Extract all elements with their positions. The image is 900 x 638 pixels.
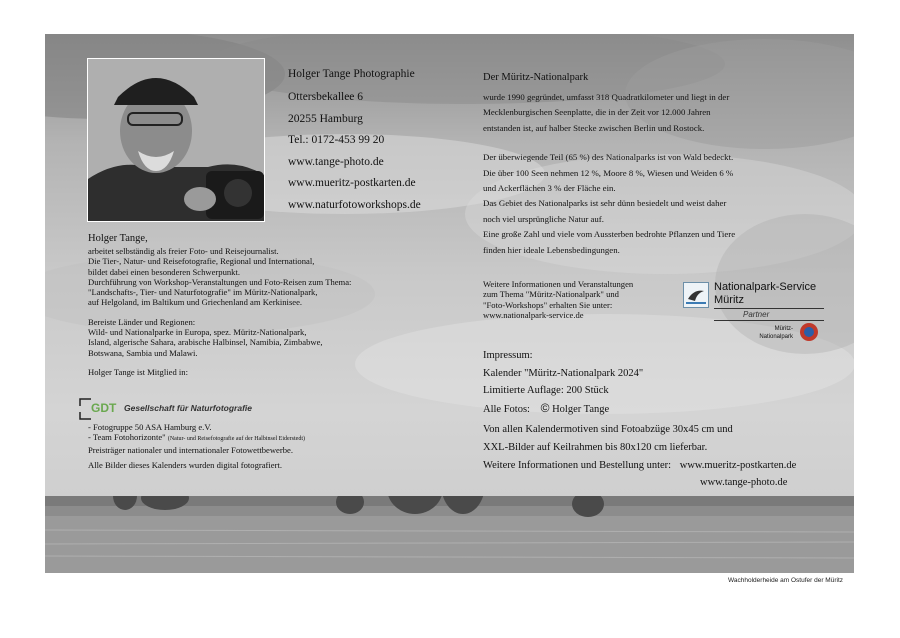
- impressum-photos: Alle Fotos: © Holger Tange: [483, 400, 853, 419]
- membership-title: Holger Tange ist Mitglied in:: [88, 366, 188, 377]
- info-line: zum Thema "Müritz-Nationalpark" und: [483, 289, 619, 300]
- np-emblem-icon: [800, 323, 818, 341]
- prints-line-1: Von allen Kalendermotiven sind Fotoabzüge 30x45 cm und: [483, 424, 733, 436]
- info-line: "Foto-Workshops" erhalten Sie unter:: [483, 299, 613, 310]
- np-small-name: Müritz- Nationalpark: [759, 326, 793, 340]
- heath-landscape: [45, 496, 854, 573]
- bio-line: Durchführung von Workshop-Veranstaltungen und Foto-Reisen zum Thema:: [88, 276, 352, 287]
- park-line: Der überwiegende Teil (65 %) des Nationalparks ist von Wald bedeckt.: [483, 152, 734, 163]
- countries-title: Bereiste Länder und Regionen:: [88, 316, 196, 327]
- bio-line: arbeitet selbständig als freier Foto- und Reisejournalist.: [88, 246, 279, 256]
- countries-line: Island, algerische Sahara, arabische Halbinsel, Namibia, Zimbabwe,: [88, 337, 323, 348]
- bio-name: Holger Tange,: [88, 233, 148, 244]
- order-url-2[interactable]: www.tange-photo.de: [700, 477, 788, 489]
- park-line: Die über 100 Seen nehmen 12 %, Moore 8 %, Wiesen und Weiden 6 %: [483, 167, 734, 178]
- park-line: noch viel ursprüngliche Natur auf.: [483, 213, 604, 224]
- park-line: wurde 1990 gegründet, umfasst 318 Quadratkilometer und liegt in der: [483, 92, 730, 102]
- park-line: und Ackerflächen 3 % der Fläche ein.: [483, 183, 616, 194]
- order-url-1[interactable]: www.mueritz-postkarten.de: [679, 459, 797, 471]
- gdt-logo: [79, 398, 279, 420]
- membership-item: - Fotogruppe 50 ASA Hamburg e.V.: [88, 422, 212, 432]
- nationalpark-service-logo: [683, 278, 828, 346]
- website-link-2[interactable]: www.mueritz-postkarten.de: [288, 177, 416, 189]
- gdt-letters: GDT: [91, 401, 117, 415]
- impressum-edition: Limitierte Auflage: 200 Stück: [483, 385, 609, 397]
- street: Ottersbekallee 6: [288, 91, 364, 103]
- order-line: Weitere Informationen und Bestellung unter: www.mueritz-postkarten.de: [483, 459, 797, 471]
- membership-item: Preisträger nationaler und internationaler Fotowettbewerbe.: [88, 444, 293, 455]
- city: 20255 Hamburg: [288, 112, 363, 125]
- membership-item: - Team Fotohorizonte" (Natur- und Reisefotografie auf der Halbinsel Eiderstedt): [88, 432, 306, 443]
- park-text: [483, 90, 823, 258]
- info-link[interactable]: www.nationalpark-service.de: [483, 309, 584, 320]
- gdt-name: Gesellschaft für Naturfotografie: [124, 403, 252, 413]
- bio-line: "Landschafts-, Tier- und Naturfotografie" im Müritz-Nationalpark,: [88, 287, 318, 298]
- park-title: Der Müritz-Nationalpark: [483, 72, 589, 83]
- np-partner: Partner: [743, 310, 770, 319]
- photographer-name: Holger Tange Photographie: [288, 68, 415, 80]
- prints-line-2: XXL-Bilder auf Keilrahmen bis 80x120 cm lieferbar.: [483, 441, 708, 453]
- phone: Tel.: 0172-453 99 20: [288, 134, 385, 146]
- countries-line: Botswana, Sambia und Malawi.: [88, 347, 198, 358]
- website-link-3[interactable]: www.naturfotoworkshops.de: [288, 198, 421, 211]
- park-line: entstanden ist, auf halber Stecke zwischen Berlin und Rostock.: [483, 122, 705, 133]
- impressum-block: [483, 347, 853, 492]
- impressum-title: Impressum:: [483, 350, 533, 361]
- bird-icon: [683, 282, 709, 308]
- park-line: finden hier ideale Lebensbedingungen.: [483, 244, 620, 255]
- bio-line: auf Helgoland, im Baltikum und Griechenland am Kerkinisee.: [88, 297, 303, 308]
- bio-line: bildet dabei einen besonderen Schwerpunkt.: [88, 266, 241, 277]
- park-info: [483, 279, 683, 320]
- membership-note: (Natur- und Reisefotografie auf der Halbinsel Eiderstedt): [167, 436, 306, 443]
- park-line: Mecklenburgischen Seenplatte, die in der Zeit vor 12.000 Jahren: [483, 107, 711, 118]
- copyright-icon: ©: [540, 400, 550, 415]
- background-landscape-photo: [45, 34, 854, 573]
- contact-block: [288, 87, 421, 216]
- park-line: Eine große Zahl und viele vom Aussterben bedrohte Pflanzen und Tiere: [483, 229, 736, 240]
- park-line: Das Gebiet des Nationalparks ist sehr dünn besiedelt und weist daher: [483, 198, 727, 209]
- bio-line: Die Tier-, Natur- und Reisefotografie, Regional und International,: [88, 256, 315, 267]
- photo-caption: Wachholderheide am Ostufer der Müritz: [728, 577, 844, 584]
- impressum-calendar: Kalender "Müritz-Nationalpark 2024": [483, 367, 644, 379]
- website-link-1[interactable]: www.tange-photo.de: [288, 155, 384, 168]
- info-line: Weitere Informationen und Veranstaltungen: [483, 279, 634, 289]
- digital-note: Alle Bilder dieses Kalenders wurden digital fotografiert.: [88, 459, 283, 470]
- countries-line: Wild- und Nationalparke in Europa, spez. Müritz-Nationalpark,: [88, 327, 307, 338]
- bio-text: [88, 246, 458, 377]
- memberships-list: [88, 422, 458, 470]
- np-service-name: Nationalpark-Service Müritz: [714, 281, 817, 306]
- portrait-photo: [87, 58, 265, 222]
